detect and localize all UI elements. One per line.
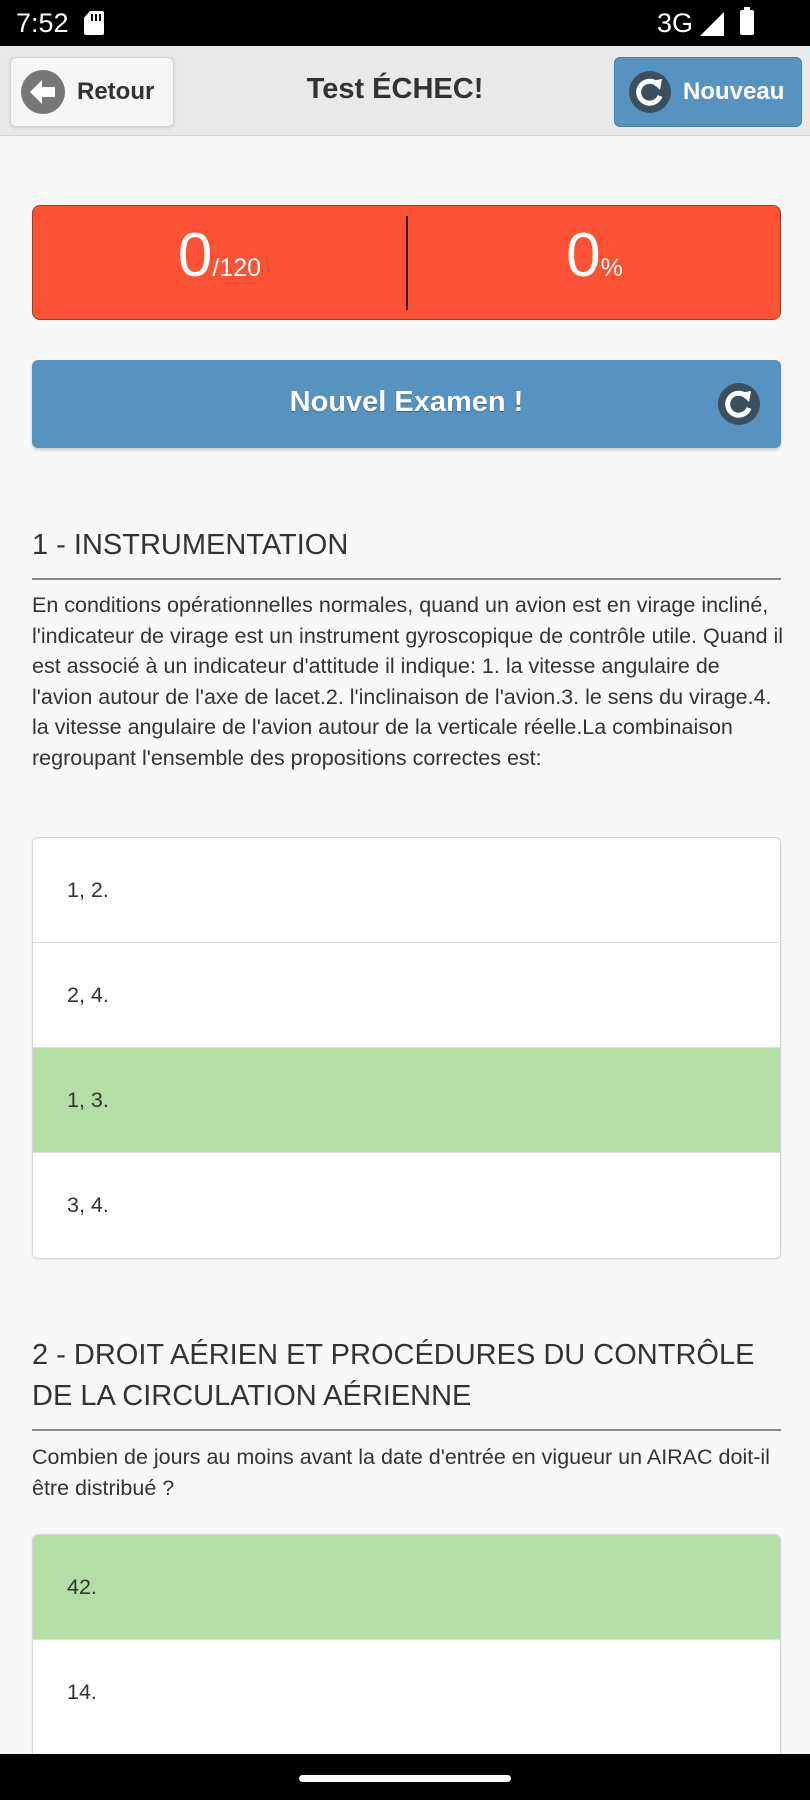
score-total: /120 xyxy=(212,254,262,282)
home-gesture-handle[interactable] xyxy=(299,1775,511,1782)
question-title: 1 - INSTRUMENTATION xyxy=(32,525,781,580)
new-button[interactable] xyxy=(614,57,802,127)
score-percent-unit: % xyxy=(600,254,623,282)
page-title: Test ÉCHEC! xyxy=(306,73,484,105)
app-header xyxy=(0,46,810,136)
score-percent xyxy=(408,220,781,291)
answer-option[interactable]: 3, 4. xyxy=(67,1193,109,1217)
answer-option-correct[interactable]: 42. xyxy=(33,1535,780,1640)
new-exam-button[interactable] xyxy=(32,360,781,448)
answer-list xyxy=(32,1534,781,1774)
signal-icon xyxy=(700,12,724,36)
sd-card-icon xyxy=(84,11,104,35)
score-percent-value: 0 xyxy=(566,221,601,290)
answer-option[interactable]: 14. xyxy=(67,1680,97,1704)
network-type: 3G xyxy=(657,8,694,38)
battery-icon xyxy=(740,10,754,35)
status-time: 7:52 xyxy=(16,8,69,38)
question-text: Combien de jours au moins avant la date d'entrée en vigueur un AIRAC doit-il être distribué ? xyxy=(32,1445,770,1500)
refresh-icon xyxy=(718,383,760,425)
answer-option-correct[interactable]: 1, 3. xyxy=(33,1048,780,1153)
status-bar xyxy=(0,0,810,46)
question-title: 2 - DROIT AÉRIEN ET PROCÉDURES DU CONTRÔLE DE LA CIRCULATION AÉRIENNE xyxy=(32,1335,781,1431)
answer-option[interactable]: 2, 4. xyxy=(33,943,780,1048)
back-button-label: Retour xyxy=(77,78,155,105)
new-button-label: Nouveau xyxy=(683,78,785,105)
answer-list xyxy=(32,837,781,1259)
refresh-icon xyxy=(629,71,671,113)
score-correct: 0 xyxy=(177,221,213,290)
arrow-left-icon xyxy=(21,70,65,114)
new-exam-label: Nouvel Examen ! xyxy=(289,386,524,418)
score-box xyxy=(32,205,781,320)
navigation-bar xyxy=(0,1754,810,1800)
answer-option[interactable]: 1, 2. xyxy=(33,838,780,943)
question-text: En conditions opérationnelles normales, quand un avion est en virage incliné, l'indicateur de virage est un instrument gyroscopique de contrôle utile. Quand il est associé à un indicateur d'attitude il indique: 1. la vitesse angulaire de l'avion autour de l'axe de lacet.2. l'inclinaison de l'avion.3. le sens du virage.4. la vitesse angulaire de l'avion autour de la verticale réelle.La combinaison regroupant l'ensemble des propositions correctes est: xyxy=(32,593,784,770)
score-count xyxy=(33,220,406,291)
back-button[interactable] xyxy=(10,57,174,127)
